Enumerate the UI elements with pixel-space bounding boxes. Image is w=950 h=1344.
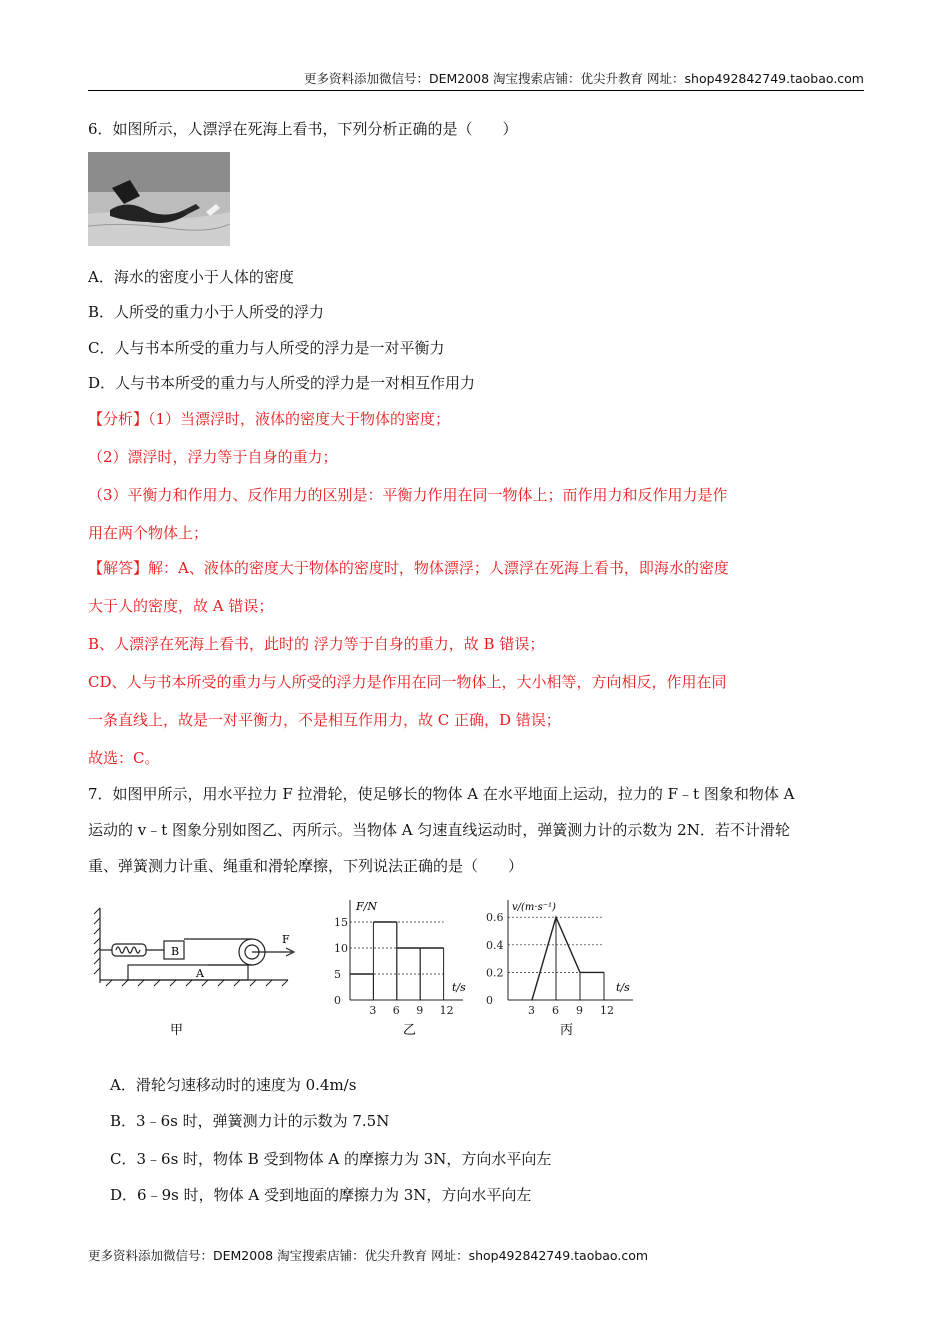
f-t-ytick-label: 5 [334,968,341,981]
q6-solution-5: 一条直线上，故是一对平衡力，不是相互作用力，故 C 正确，D 错误； [88,711,561,729]
v-t-xtick-label: 3 [528,1004,535,1017]
q7-option-d: D．6﹣9s 时，物体 A 受到地面的摩擦力为 3N，方向水平向左 [110,1186,532,1204]
f-t-ytick-label: 10 [334,942,348,955]
chart-f-t-ylabel: F/N [356,900,377,913]
dead-sea-reading-photo [88,152,230,246]
v-t-ytick-label: 0 [486,994,493,1007]
fig-jia-block-a: A [196,967,204,980]
page-header: 更多资料添加微信号：DEM2008 淘宝搜索店铺：优尖升教育 网址：shop492842749.taobao.com [88,68,864,91]
q7-figures [88,888,640,1043]
q6-analysis-1: 【分析】（1）当漂浮时，液体的密度大于物体的密度； [88,410,451,428]
v-t-line [532,917,604,1000]
v-t-ytick-label: 0.2 [486,966,504,980]
f-t-ytick-label: 0 [334,994,341,1007]
q6-analysis-2: （2）漂浮时，浮力等于自身的重力； [88,448,338,466]
fig-jia-block-b: B [171,945,180,958]
f-t-xtick-label: 12 [439,1004,454,1017]
v-t-xtick-label: 12 [600,1004,614,1017]
q7-option-b: B．3﹣6s 时，弹簧测力计的示数为 7.5N [110,1112,390,1130]
q7-stem-1: 7．如图甲所示，用水平拉力 F 拉滑轮，使足够长的物体 A 在水平地面上运动，拉力的 F﹣t 图象和物体 A [88,785,795,803]
f-t-ytick-label: 15 [334,916,348,929]
v-t-xtick-label: 9 [576,1004,583,1017]
q6-solution-4: CD、人与书本所受的重力与人所受的浮力是作用在同一物体上，大小相等，方向相反，作用在同 [88,673,727,691]
q6-analysis-4: 用在两个物体上； [88,524,209,542]
q6-option-a: A．海水的密度小于人体的密度 [88,268,294,286]
chart-v-t-caption: 丙 [560,1023,574,1038]
v-t-ytick-label: 0.4 [486,938,504,952]
q7-option-c: C．3﹣6s 时，物体 B 受到物体 A 的摩擦力为 3N，方向水平向左 [110,1150,552,1168]
fig-jia-apparatus [94,908,294,986]
q6-solution-2: 大于人的密度，故 A 错误； [88,597,274,615]
q6-analysis-3: （3）平衡力和作用力、反作用力的区别是：平衡力作用在同一物体上；而作用力和反作用力是作 [88,486,728,504]
f-t-xtick-label: 6 [392,1004,400,1017]
q6-answer: 故选：C。 [88,749,160,767]
chart-v-t [508,900,633,1000]
v-t-ytick-label: 0.6 [486,911,504,925]
chart-v-t-ylabel: v/(m·s⁻¹) [512,902,556,913]
page-footer: 更多资料添加微信号：DEM2008 淘宝搜索店铺：优尖升教育 网址：shop492842749.taobao.com [88,1248,649,1263]
chart-f-t [350,900,463,1000]
q7-option-a: A．滑轮匀速移动时的速度为 0.4m/s [110,1076,357,1094]
q7-stem-3: 重、弹簧测力计重、绳重和滑轮摩擦，下列说法正确的是（ ） [88,857,524,875]
fig-jia-force-label: F [282,933,290,946]
q6-solution-1: 【解答】解：A、液体的密度大于物体的密度时，物体漂浮；人漂浮在死海上看书，即海水的密度 [88,559,729,577]
q6-option-d: D．人与书本所受的重力与人所受的浮力是一对相互作用力 [88,374,476,392]
v-t-xtick-label: 6 [552,1004,559,1017]
q7-stem-2: 运动的 v﹣t 图象分别如图乙、丙所示。当物体 A 匀速直线运动时，弹簧测力计的示数为 2N．若不计滑轮 [88,821,790,839]
f-t-xtick-label: 3 [369,1004,377,1017]
fig-jia-caption: 甲 [170,1023,184,1038]
chart-f-t-xlabel: t/s [452,981,466,994]
chart-v-t-xlabel: t/s [616,981,630,994]
q6-option-b: B．人所受的重力小于人所受的浮力 [88,303,325,321]
q6-stem: 6．如图所示，人漂浮在死海上看书，下列分析正确的是（ ） [88,120,518,138]
chart-f-t-caption: 乙 [403,1023,417,1038]
q6-option-c: C．人与书本所受的重力与人所受的浮力是一对平衡力 [88,339,445,357]
q6-solution-3: B、人漂浮在死海上看书，此时的 浮力等于自身的重力，故 B 错误； [88,635,545,653]
f-t-xtick-label: 9 [416,1004,424,1017]
